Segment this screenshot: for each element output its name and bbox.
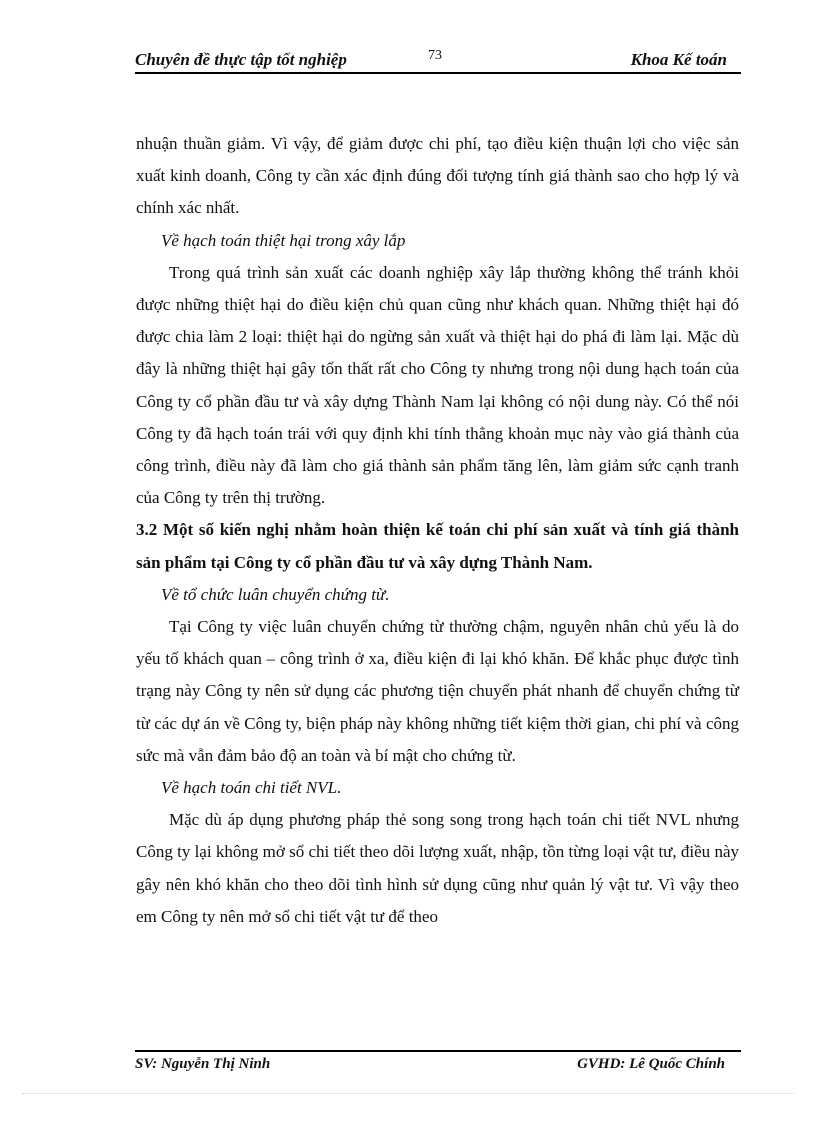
header-department: Khoa Kế toán	[630, 50, 727, 69]
page-bottom-dotted-line	[22, 1093, 794, 1094]
paragraph-1: nhuận thuần giảm. Vì vậy, để giảm được chi phí, tạo điều kiện thuận lợi cho việc sản xuất kinh doanh, Công ty cần xác định đúng đối tượng tính giá thành sao cho hợp lý và chính xác nhất.	[136, 134, 739, 218]
document-body	[136, 128, 739, 933]
paragraph-3: Tại Công ty việc luân chuyển chứng từ thường chậm, nguyên nhân chủ yếu là do yếu tố khách quan – công trình ở xa, điều kiện đi lại khó khăn. Để khắc phục được tình trạng này Công ty nên sử dụng các phương tiện chuyển phát nhanh để chuyển chứng từ từ các dự án về Công ty, biện pháp này không những tiết kiệm thời gian, chi phí và công sức mà vẫn đảm bảo độ an toàn và bí mật cho chứng từ.	[136, 617, 739, 765]
header-title: Chuyên đề thực tập tốt nghiệp	[135, 50, 347, 69]
subheading-documents: Về tổ chức luân chuyển chứng từ.	[161, 584, 390, 604]
subheading-losses: Về hạch toán thiệt hại trong xây lắp	[161, 230, 406, 250]
paragraph-2: Trong quá trình sản xuất các doanh nghiệp xây lắp thường không thể tránh khỏi được những thiệt hại do điều kiện chủ quan cũng như khách quan. Những thiệt hại đó được chia làm 2 loại: thiệt hại do ngừng sản xuất và thiệt hại do phá đi làm lại. Mặc dù đây là những thiệt hại gây tổn thất rất cho Công ty nhưng trong nội dung hạch toán của Công ty cổ phần đầu tư và xây dựng Thành Nam lại không có nội dung này. Có thể nói Công ty đã hạch toán trái với quy định khi tính thẳng khoản mục này vào giá thành của công trình, điều này đã làm cho giá thành sản phẩm tăng lên, làm giảm sức cạnh tranh của Công ty trên thị trường.	[136, 262, 739, 508]
page-footer	[135, 1050, 741, 1080]
footer-advisor: GVHD: Lê Quốc Chính	[577, 1056, 725, 1072]
subheading-materials: Về hạch toán chi tiết NVL.	[161, 778, 342, 798]
footer-student: SV: Nguyễn Thị Ninh	[135, 1056, 271, 1072]
page-number: 73	[428, 48, 442, 63]
page-header	[135, 46, 741, 74]
paragraph-4: Mặc dù áp dụng phương pháp thẻ song song trong hạch toán chi tiết NVL nhưng Công ty lại không mở sổ chi tiết theo dõi lượng xuất, nhập, tồn từng loại vật tư, điều này gây nên khó khăn cho theo dõi tình hình sử dụng cũng như quản lý vật tư. Vì vậy theo em Công ty nên mở sổ chi tiết vật tư để theo	[136, 810, 739, 926]
section-heading-3-2: 3.2 Một số kiến nghị nhằm hoàn thiện kế toán chi phí sản xuất và tính giá thành sản phẩm tại Công ty cổ phần đầu tư và xây dựng Thành Nam.	[136, 520, 739, 572]
footer-rule	[135, 1050, 741, 1052]
header-rule	[135, 72, 741, 74]
